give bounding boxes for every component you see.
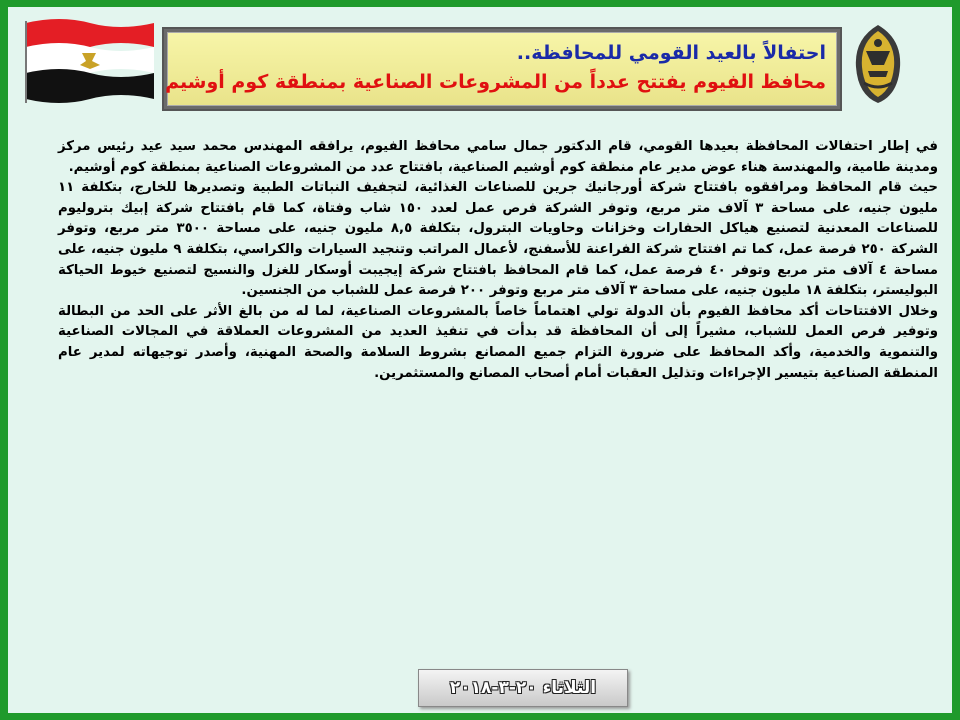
date-bar bbox=[418, 669, 628, 707]
article-paragraph-1: في إطار احتفالات المحافظة بعيدها القومي، قام الدكتور جمال سامي محافظ الفيوم، يرافقه المهندس محمد سيد عيد رئيس مركز ومدينة طامية، والمهندسة هناء عوض مدير عام منطقة كوم أوشيم الصناعية، بافتتاح عدد من المشروعات الصناعية بمنطقة كوم أوشيم. bbox=[58, 139, 938, 175]
article-paragraph-2: حيث قام المحافظ ومرافقوه بافتتاح شركة أورجانيك جرين للصناعات الغذائية، لتجفيف النباتات الطبية وتصديرها للخارج، بتكلفة ١١ مليون جنيه، على مساحة ٣ آلاف متر مربع، وتوفر الشركة فرص عمل لعدد ١٥٠ شاب وفتاة، كما قام بافتتاح شركة إبيك بتروليوم للصناعات المعدنية لتصنيع هياكل الحفارات وخزانات وحاويات البترول، بتكلفة ٨,٥ مليون جنيه، على مساحة ٣٥٠٠ متر مربع، وتوفر الشركة ٢٥٠ فرصة عمل، كما تم افتتاح شركة الفراعنة للأسفنج، لأعمال المراتب وتنجيد السيارات والكراسي، بتكلفة ٩ مليون جنيه، على مساحة ٤ آلاف متر مربع وتوفر ٤٠ فرصة عمل، كما قام المحافظ بافتتاح شركة إيجيبت أوسكار للغزل والنسيج لتصنيع خيوط الحياكة البوليستر، بتكلفة ١٨ مليون جنيه، على مساحة ٣ آلاف متر مربع وتوفر ٢٠٠ فرصة عمل للشباب من الجنسين. bbox=[58, 180, 938, 299]
article-body bbox=[58, 137, 938, 384]
date-label: الثلاثاء ٢٠-٣-٢٠١٨ bbox=[449, 678, 597, 698]
headline-banner bbox=[162, 27, 842, 111]
headline-line-1: احتفالاً بالعيد القومي للمحافظة.. bbox=[516, 42, 826, 64]
page-frame bbox=[8, 7, 952, 713]
fayoum-governorate-logo-icon bbox=[844, 21, 912, 107]
article-paragraph-3: وخلال الافتتاحات أكد محافظ الفيوم بأن الدولة تولي اهتماماً خاصاً بالمشروعات الصناعية، لما له من بالغ الأثر على الحد من البطالة وتوفير فرص العمل للشباب، مشيراً إلى أن المحافظة قد بدأت في تنفيذ العديد من المشروعات العملاقة في المجالات الصناعية والتنموية والخدمية، وأكد المحافظ على ضرورة التزام جميع المصانع بشروط السلامة والصحة المهنية، وأصدر توجيهاته لمدير عام المنطقة الصناعية بتيسير الإجراءات وتذليل العقبات أمام أصحاب المصانع والمستثمرين. bbox=[58, 303, 938, 381]
egypt-flag-icon bbox=[20, 15, 158, 107]
headline-line-2: محافظ الفيوم يفتتح عدداً من المشروعات الصناعية بمنطقة كوم أوشيم bbox=[165, 71, 826, 93]
headline-banner-inner bbox=[167, 32, 837, 106]
